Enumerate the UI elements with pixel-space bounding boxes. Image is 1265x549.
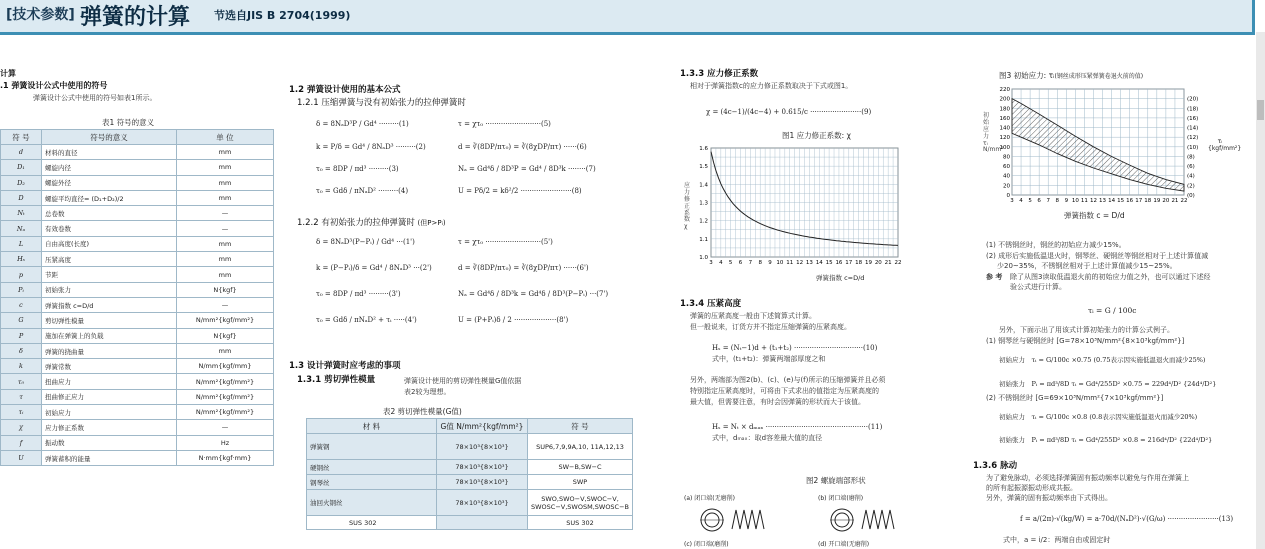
y-tick-label-right: (16) <box>1187 115 1199 122</box>
section-heading-symbols: .1 弹簧设计公式中使用的符号 <box>0 81 108 90</box>
formula-6p: d = ∛(8DP/πτ₀) = ∛(8χDP/πτ) ······(6') <box>458 264 589 272</box>
x-tick-label: 5 <box>728 260 733 266</box>
y-tick-label-right: (0) <box>1187 193 1195 199</box>
y-tick-label-right: (14) <box>1187 125 1199 132</box>
meaning-cell: 材料的直径 <box>42 145 177 160</box>
x-tick-label: 7 <box>748 260 753 266</box>
table-header: 材 料 <box>307 419 437 434</box>
x-tick-label: 13 <box>805 260 813 266</box>
x-tick-label: 12 <box>796 260 804 266</box>
solid-height-para-3: 最大值，但需要注意，有时会因弹簧的形状而大于该值。 <box>690 398 865 406</box>
symbol-cell: U <box>1 450 42 465</box>
symbol-cell: D <box>1 190 42 205</box>
solid-height-para-1: 另外，两端部为图2(b)、(c)、(e)与(f)所示的压缩弹簧并且必须 <box>690 376 886 384</box>
x-tick-label: 20 <box>874 260 882 266</box>
y-tick-label: 40 <box>1003 173 1010 180</box>
table-row <box>1 175 274 190</box>
formula-10-note: 式中，(t₁+t₂)：弹簧两端部厚度之和 <box>712 355 826 363</box>
x-tick-label: 21 <box>884 260 892 266</box>
table-row <box>1 297 274 312</box>
meaning-cell: 初始应力 <box>42 405 177 420</box>
meaning-cell: 螺旋平均直径= (D₁+D₂)/2 <box>42 190 177 205</box>
x-tick-label: 8 <box>758 260 762 266</box>
example-intro: 另外，下面示出了用该式计算初始张力的计算公式例子。 <box>999 326 1174 334</box>
formula-4p: τ₀ = Gdδ / πNₐD² + τᵢ ·····(4') <box>316 316 417 324</box>
table-row <box>1 206 274 221</box>
y-tick-label: 120 <box>999 135 1010 142</box>
x-tick-label: 16 <box>1126 198 1134 204</box>
formula-4: τ₀ = Gdδ / πNₐD² ·········(4) <box>316 187 409 195</box>
shear-modulus-text: 弹簧设计使用的剪切弹性模量G值依据 <box>404 377 522 385</box>
table-header: 单 位 <box>177 130 274 145</box>
table-row <box>1 374 274 389</box>
y-tick-label-right: (18) <box>1187 106 1199 113</box>
x-tick-label: 11 <box>1080 198 1088 204</box>
meaning-cell: 扭曲修正应力 <box>42 389 177 404</box>
unit-cell: N{kgf} <box>177 282 274 297</box>
unit-cell: N/mm²{kgf/mm²} <box>177 313 274 328</box>
x-tick-label: 18 <box>855 260 863 266</box>
symbol-cell: D₁ <box>1 160 42 175</box>
table-row <box>1 221 274 236</box>
x-tick-label: 18 <box>1144 198 1152 204</box>
meaning-cell: 振动数 <box>42 435 177 450</box>
table-row <box>1 313 274 328</box>
grade-cell: SWP <box>528 475 633 490</box>
y-tick-label: 100 <box>999 144 1010 151</box>
fig2-caption-a: (a) 闭口端(无磨削) <box>684 495 735 502</box>
unit-cell: mm <box>177 236 274 251</box>
x-tick-label: 10 <box>1071 198 1079 204</box>
x-tick-label: 5 <box>1028 198 1032 204</box>
y-tick-label: 1.3 <box>699 200 708 207</box>
x-tick-label: 20 <box>1162 198 1170 204</box>
x-tick-label: 15 <box>825 260 833 266</box>
table-header: 符 号 <box>528 419 633 434</box>
table-row <box>1 252 274 267</box>
y-tick-label: 1.2 <box>699 218 708 225</box>
formula-10: Hₛ = (Nₜ−1)d + (t₁+t₂) ·······························(10) <box>712 344 878 352</box>
banner-tag: [技术参数] <box>6 7 75 23</box>
y-tick-label-right: (6) <box>1187 164 1195 171</box>
table-row <box>1 405 274 420</box>
table-row <box>1 435 274 450</box>
symbol-cell: d <box>1 145 42 160</box>
subsection-heading-initial-tension: 1.2.2 有初始张力的拉伸弹簧时 (但P>Pᵢ) <box>297 218 446 228</box>
formula-8p: U = (P+Pᵢ)δ / 2 ···················(8') <box>458 316 569 324</box>
x-tick-label: 7 <box>1046 198 1050 204</box>
vertical-scrollbar[interactable] <box>1256 32 1265 549</box>
meaning-cell: 弹簧常数 <box>42 359 177 374</box>
chart1-ylabel: 应力修正系数 χ <box>684 182 691 231</box>
table-row <box>1 190 274 205</box>
y-tick-label: 160 <box>999 115 1010 122</box>
stress-correction-text: 相对于弹簧指数c的应力修正系数取决于下式或图1。 <box>690 82 853 90</box>
x-tick-label: 13 <box>1099 198 1107 204</box>
chart1-title: 图1 应力修正系数: χ <box>782 131 851 140</box>
example-2-tension: 初始张力 Pᵢ = πd³/8D τᵢ = Gd⁴/255D² ×0.8 = 216d⁴/D² {22d⁴/D²} <box>999 436 1213 444</box>
unit-cell: mm <box>177 145 274 160</box>
x-tick-label: 17 <box>1135 198 1143 204</box>
formula-1: δ = 8NₐD³P / Gd⁴ ·········(1) <box>316 120 409 128</box>
modulus-cell: 78×10³{8×10³} <box>437 460 528 475</box>
x-tick-label: 22 <box>1180 198 1188 204</box>
symbols-table <box>0 129 274 466</box>
y-tick-label: 140 <box>999 125 1010 132</box>
formula-6: d = ∛(8DP/πτ₀) = ∛(8χDP/πτ) ······(6) <box>458 143 587 151</box>
symbol-cell: Hₛ <box>1 252 42 267</box>
meaning-cell: 螺旋外径 <box>42 175 177 190</box>
reference-text-b: 验公式进行计算。 <box>1010 283 1066 291</box>
symbol-cell: τᵢ <box>1 405 42 420</box>
modulus-cell: 78×10³{8×10³} <box>437 434 528 460</box>
subsection-heading-surging: 1.3.6 脉动 <box>973 461 1018 471</box>
x-tick-label: 16 <box>835 260 843 266</box>
example-1-stress: 初始应力 τᵢ = G/100c ×0.75 (0.75表示因实施低温退火而减少25%) <box>999 356 1206 364</box>
y-tick-label: 220 <box>999 87 1010 93</box>
unit-cell: — <box>177 221 274 236</box>
table-row <box>1 343 274 358</box>
table-row <box>1 145 274 160</box>
coil-end-drawing-b <box>830 507 910 533</box>
reference-text-a: 除了从图3读取低温退火前的初始应力值之外，也可以通过下述经 <box>1010 273 1211 281</box>
material-cell: SUS 302 <box>307 516 437 530</box>
formula-3p: τ₀ = 8DP / πd³ ·········(3') <box>316 290 401 298</box>
x-tick-label: 6 <box>738 260 743 266</box>
y-tick-label: 1.5 <box>699 164 708 171</box>
surging-text-2: 的所有起振源振动形成共振。 <box>986 484 1077 492</box>
x-tick-label: 17 <box>845 260 853 266</box>
table-header: 符号的意义 <box>42 130 177 145</box>
x-tick-label: 14 <box>1108 198 1116 204</box>
meaning-cell: 剪切弹性模量 <box>42 313 177 328</box>
y-tick-label: 180 <box>999 106 1010 113</box>
formula-7: Nₐ = Gd⁴δ / 8D³P = Gd⁴ / 8D³k ········(7) <box>458 165 596 173</box>
symbol-cell: δ <box>1 343 42 358</box>
unit-cell: mm <box>177 267 274 282</box>
example-1-heading: (1) 钢琴丝与硬钢丝时 [G=78×10³N/mm²{8×10³kgf/mm²}] <box>986 337 1185 345</box>
y-tick-label-right: (8) <box>1187 154 1195 161</box>
solid-height-para-2: 特别指定压紧高度时，可将由下式求出的值指定为压紧高度的 <box>690 387 879 395</box>
shear-modulus-text-2: 表2较为理想。 <box>404 388 451 396</box>
section-heading-considerations: 1.3 设计弹簧时应考虑的事项 <box>289 361 401 371</box>
unit-cell: N·mm{kgf·mm} <box>177 450 274 465</box>
material-cell: 硬钢丝 <box>307 460 437 475</box>
grade-cell: SW−B,SW−C <box>528 460 633 475</box>
banner-title: 弹簧的计算 <box>80 5 191 30</box>
unit-cell: N/mm²{kgf/mm²} <box>177 405 274 420</box>
table1-title: 表1 符号的意义 <box>102 118 155 127</box>
formula-2p: k = (P−Pᵢ)/δ = Gd⁴ / 8NₐD³ ···(2') <box>316 264 432 272</box>
formula-5p: τ = χτ₀ ·························(5') <box>458 238 553 246</box>
x-tick-label: 15 <box>1117 198 1125 204</box>
meaning-cell: 节距 <box>42 267 177 282</box>
subsection-heading-stress-correction: 1.3.3 应力修正系数 <box>680 69 759 79</box>
chart3-ylabel: 初始应力 τᵢ N/mm² <box>983 112 1004 154</box>
meaning-cell: 螺旋内径 <box>42 160 177 175</box>
material-cell: 弹簧钢 <box>307 434 437 460</box>
symbol-cell: L <box>1 236 42 251</box>
x-tick-label: 11 <box>786 260 794 266</box>
y-tick-label: 1.4 <box>699 182 708 189</box>
surging-text-3: 另外，弹簧的固有振动频率由下式得出。 <box>986 494 1112 502</box>
grade-cell: SUS 302 <box>528 516 633 530</box>
fig2-caption-b: (b) 闭口端(磨削) <box>818 495 864 502</box>
symbol-cell: P <box>1 328 42 343</box>
formula-3: τ₀ = 8DP / πd³ ·········(3) <box>316 165 399 173</box>
symbol-cell: Nₜ <box>1 206 42 221</box>
stress-correction-chart <box>693 143 903 268</box>
x-tick-label: 3 <box>1010 198 1014 204</box>
table-header: G值 N/mm²{kgf/mm²} <box>437 419 528 434</box>
modulus-cell: 78×10³{8×10³} <box>437 475 528 490</box>
solid-height-text-1: 弹簧的压紧高度一般由下述简算式计算。 <box>690 312 816 320</box>
y-tick-label-right: (2) <box>1187 183 1195 190</box>
example-2-stress: 初始应力 τᵢ = G/100c ×0.8 (0.8表示因实施低温退火而减少20%) <box>999 413 1198 421</box>
symbol-cell: k <box>1 359 42 374</box>
unit-cell: N{kgf} <box>177 328 274 343</box>
symbol-cell: χ <box>1 420 42 435</box>
table-row <box>1 328 274 343</box>
symbol-cell: D₂ <box>1 175 42 190</box>
y-tick-label-right: (4) <box>1187 173 1195 180</box>
table-row <box>1 267 274 282</box>
section-heading-calc: 计算 <box>0 69 16 78</box>
grade-cell: SWO,SWO−V,SWOC−V, SWOSC−V,SWOSM,SWOSC−B <box>528 490 633 516</box>
y-tick-label-right: (10) <box>1187 144 1199 151</box>
symbols-intro: 弹簧设计公式中使用的符号如表1所示。 <box>33 94 157 102</box>
unit-cell: Hz <box>177 435 274 450</box>
example-1-tension: 初始张力 Pᵢ = πd³/8D τᵢ = Gd⁴/255D² ×0.75 = 229d⁴/D² {24d⁴/D²} <box>999 380 1217 388</box>
symbol-cell: p <box>1 267 42 282</box>
fig2-caption-d: (d) 开口端(无磨削) <box>818 541 870 548</box>
formula-11-note: 式中，dₘₐₓ：取d容差最大值的直径 <box>712 434 823 442</box>
x-tick-label: 19 <box>864 260 872 266</box>
symbol-cell: τ₀ <box>1 374 42 389</box>
reference-label: 参 考 <box>986 273 1003 281</box>
symbol-cell: Pᵢ <box>1 282 42 297</box>
meaning-cell: 弹簧的挠曲量 <box>42 343 177 358</box>
header-banner <box>0 0 1255 35</box>
solid-height-text-2: 但一般说来，订货方并不指定压缩弹簧的压紧高度。 <box>690 323 851 331</box>
table-row <box>1 236 274 251</box>
x-tick-label: 4 <box>719 260 723 266</box>
y-tick-label: 1.1 <box>699 236 708 243</box>
unit-cell: mm <box>177 175 274 190</box>
symbol-cell: f <box>1 435 42 450</box>
surging-text-1: 为了避免脉动，必须选择弹簧固有振动频率以避免与作用在弹簧上 <box>986 474 1189 482</box>
unit-cell: — <box>177 420 274 435</box>
formula-9: χ = (4c−1)/(4c−4) + 0.615/c ·······················(9) <box>706 108 872 116</box>
x-tick-label: 22 <box>894 260 902 266</box>
formula-initial-stress: τᵢ = G / 100c <box>1088 306 1137 315</box>
formula-13-note: 式中，a = i/2：两端自由或固定时 <box>1003 536 1111 544</box>
banner-subtitle: 节选自JIS B 2704(1999) <box>214 9 351 22</box>
formula-8: U = Pδ/2 = kδ²/2 ·······················(8) <box>458 187 582 195</box>
meaning-cell: 扭曲应力 <box>42 374 177 389</box>
y-tick-label: 1.6 <box>699 146 708 152</box>
meaning-cell: 压紧高度 <box>42 252 177 267</box>
chart3-xlabel: 弹簧指数 c = D/d <box>1064 211 1125 220</box>
symbol-cell: Nₐ <box>1 221 42 236</box>
y-tick-label: 80 <box>1003 154 1010 161</box>
initial-stress-chart <box>996 85 1208 215</box>
modulus-cell <box>437 516 528 530</box>
x-tick-label: 19 <box>1153 198 1161 204</box>
unit-cell: — <box>177 297 274 312</box>
x-tick-label: 14 <box>815 260 823 266</box>
subsection-heading-solid-height: 1.3.4 压紧高度 <box>680 299 742 309</box>
shear-modulus-table <box>306 418 633 530</box>
formula-1p: δ = 8NₐD³(P−Pᵢ) / Gd⁴ ···(1') <box>316 238 415 246</box>
y-tick-label: 20 <box>1003 183 1010 190</box>
note-2a: (2) 成形后实施低温退火时，钢琴丝、硬钢丝等钢丝相对于上述计算值减 <box>986 252 1209 260</box>
symbol-cell: c <box>1 297 42 312</box>
unit-cell: N/mm{kgf/mm} <box>177 359 274 374</box>
x-tick-label: 8 <box>1055 198 1060 204</box>
section-heading-basic-formulas: 1.2 弹簧设计使用的基本公式 <box>289 85 401 95</box>
table-row <box>307 460 633 475</box>
chart1-xlabel: 弹簧指数 c=D/d <box>816 274 865 282</box>
meaning-cell: 总卷数 <box>42 206 177 221</box>
y-tick-label-right: (12) <box>1187 135 1199 142</box>
table-row <box>307 475 633 490</box>
y-tick-label: 0 <box>1006 193 1010 199</box>
chart3-title: 图3 初始应力: τᵢ(钢丝成形压紧弹簧卷退火前的值) <box>999 71 1144 80</box>
grade-cell: SUP6,7,9,9A,10, 11A,12,13 <box>528 434 633 460</box>
formula-11: Hₛ = Nₜ × dₘₐₓ ··············································(11) <box>712 423 883 431</box>
x-tick-label: 4 <box>1019 198 1023 204</box>
table-row <box>1 389 274 404</box>
formula-13: f = a/(2π)·√(kg/W) = a·70d/(NₐD²)·√(G/ω) ·······················(13) <box>1020 515 1234 523</box>
unit-cell: mm <box>177 252 274 267</box>
meaning-cell: 有效卷数 <box>42 221 177 236</box>
table-row <box>1 420 274 435</box>
table-header: 符 号 <box>1 130 42 145</box>
x-tick-label: 10 <box>776 260 784 266</box>
y-tick-label: 60 <box>1003 164 1010 171</box>
table-row <box>1 450 274 465</box>
table-row <box>1 160 274 175</box>
fig2-title: 图2 螺旋端部形状 <box>806 476 866 485</box>
meaning-cell: 弹簧指数 c=D/d <box>42 297 177 312</box>
unit-cell: — <box>177 206 274 221</box>
meaning-cell: 施加在弹簧上的负载 <box>42 328 177 343</box>
meaning-cell: 自由高度(长度) <box>42 236 177 251</box>
subsection-heading-shear-modulus: 1.3.1 剪切弹性模量 <box>297 375 376 385</box>
symbol-cell: G <box>1 313 42 328</box>
note-1: (1) 不锈钢丝时，钢丝的初始应力减少15%。 <box>986 241 1126 249</box>
subsection-heading-compression: 1.2.1 压缩弹簧与没有初始张力的拉伸弹簧时 <box>297 98 466 108</box>
scrollbar-thumb[interactable] <box>1257 100 1264 120</box>
unit-cell: mm <box>177 190 274 205</box>
y-tick-label: 1.0 <box>699 255 708 261</box>
symbol-cell: τ <box>1 389 42 404</box>
table-row <box>307 434 633 460</box>
unit-cell: mm <box>177 160 274 175</box>
formula-2: k = P/δ = Gd⁴ / 8NₐD³ ·········(2) <box>316 143 426 151</box>
formula-7p: Nₐ = Gd⁴δ / 8D³k = Gd⁴δ / 8D³(P−Pᵢ) ···(7') <box>458 290 609 298</box>
chart3-yunit-right: τᵢ {kgf/mm²} <box>1208 138 1242 153</box>
x-tick-label: 9 <box>768 260 772 266</box>
material-cell: 油回火钢丝 <box>307 490 437 516</box>
table-row <box>1 359 274 374</box>
x-tick-label: 6 <box>1037 198 1041 204</box>
x-tick-label: 21 <box>1171 198 1179 204</box>
table-row <box>307 516 633 530</box>
table2-title: 表2 剪切弹性模量(G值) <box>383 407 462 416</box>
unit-cell: N/mm²{kgf/mm²} <box>177 374 274 389</box>
x-tick-label: 3 <box>709 260 713 266</box>
table-row <box>1 282 274 297</box>
meaning-cell: 初始张力 <box>42 282 177 297</box>
fig2-caption-c: (c) 闭口端(磨削) <box>684 541 729 548</box>
material-cell: 钢琴丝 <box>307 475 437 490</box>
y-tick-label-right: (20) <box>1187 96 1199 103</box>
meaning-cell: 应力修正系数 <box>42 420 177 435</box>
coil-end-drawing-a <box>700 507 780 533</box>
meaning-cell: 弹簧蓄积的能量 <box>42 450 177 465</box>
example-2-heading: (2) 不锈钢丝时 [G=69×10³N/mm²{7×10³kgf/mm²}] <box>986 394 1164 402</box>
y-tick-label: 200 <box>999 96 1010 103</box>
formula-5: τ = χτ₀ ·························(5) <box>458 120 551 128</box>
x-tick-label: 12 <box>1089 198 1097 204</box>
table-row <box>307 490 633 516</box>
modulus-cell: 78×10³{8×10³} <box>437 490 528 516</box>
unit-cell: N/mm²{kgf/mm²} <box>177 389 274 404</box>
note-2b: 少20~35%，不锈钢丝相对于上述计算值减少15~25%。 <box>997 262 1177 270</box>
unit-cell: mm <box>177 343 274 358</box>
x-tick-label: 9 <box>1064 198 1069 204</box>
